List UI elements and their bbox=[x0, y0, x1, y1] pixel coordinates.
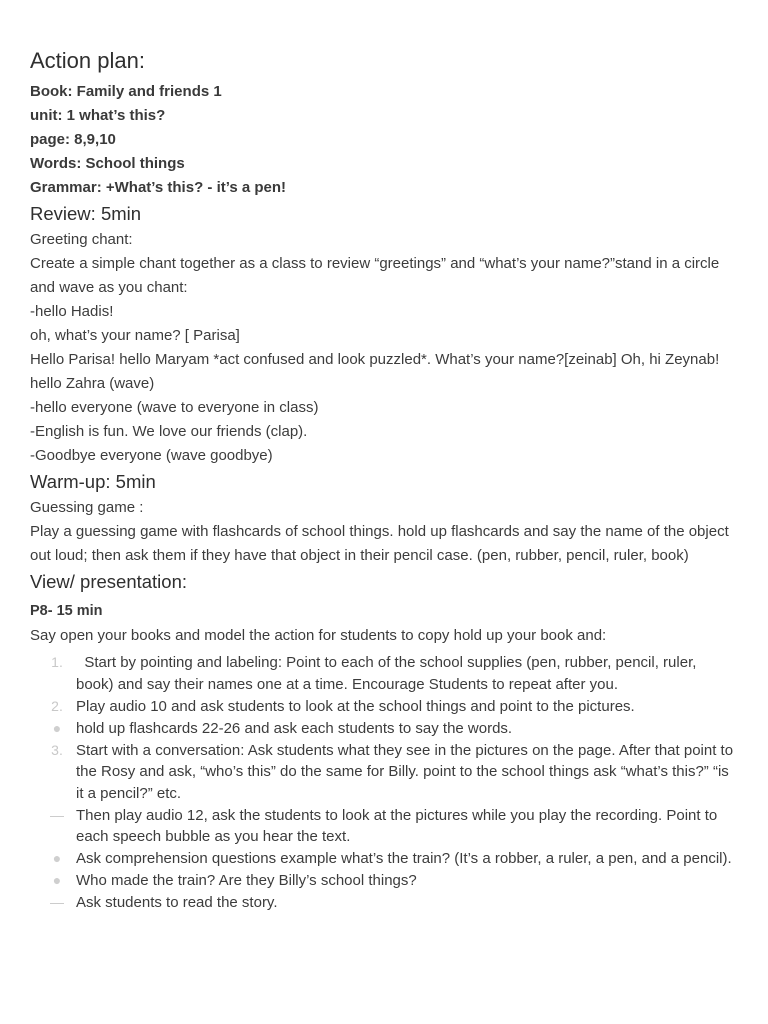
list-item bbox=[30, 652, 734, 695]
list-item-text: Ask students to read the story. bbox=[76, 894, 278, 911]
review-line: Create a simple chant together as a class to review “greetings” and “what’s your name?”stand in a circle and wave as you chant: bbox=[30, 255, 720, 296]
list-item-text: hold up flashcards 22-26 and ask each students to say the words. bbox=[76, 719, 513, 737]
presentation-list bbox=[30, 652, 734, 914]
list-number: 2. bbox=[51, 697, 63, 714]
list-number: 3. bbox=[51, 741, 63, 758]
list-item-text: Ask comprehension questions example what’s the train? (It’s a robber, a ruler, a pen, and a pencil). bbox=[76, 850, 732, 867]
list-item bbox=[30, 696, 734, 718]
review-line: -hello Hadis! bbox=[30, 303, 114, 320]
list-item bbox=[30, 805, 734, 848]
unit-line: unit: 1 what’s this? bbox=[30, 107, 166, 124]
review-line: Hello Parisa! hello Maryam *act confused and look puzzled*. What’s your name?[zeinab] Oh, hi Zeynab! hello Zahra (wave) bbox=[30, 351, 720, 392]
dash-icon: — bbox=[50, 806, 64, 823]
warmup-line: Guessing game : bbox=[30, 499, 144, 516]
dash-icon: — bbox=[50, 894, 64, 910]
bullet-icon: ● bbox=[52, 850, 62, 866]
review-line: -English is fun. We love our friends (clap). bbox=[30, 423, 308, 440]
page-line: page: 8,9,10 bbox=[30, 131, 116, 148]
list-item bbox=[30, 740, 734, 805]
warmup-line: Play a guessing game with flashcards of school things. hold up flashcards and say the name of the object out loud; then ask them if they have that object in their pencil case. (pen, rubber, pencil, ruler, book) bbox=[30, 523, 729, 564]
grammar-line: Grammar: +What’s this? - it’s a pen! bbox=[30, 179, 287, 196]
list-number: 1. bbox=[51, 654, 63, 670]
list-item-text: Start by pointing and labeling: Point to each of the school supplies (pen, rubber, pencil, ruler, book) and say their names one at a time. Encourage Students to repeat after you. bbox=[76, 654, 701, 693]
list-item-text: Then play audio 12, ask the students to look at the pictures while you play the recording. Point to each speech bubble as you hear the text. bbox=[76, 806, 718, 845]
list-item bbox=[30, 848, 734, 870]
page-title: Action plan: bbox=[30, 48, 145, 73]
list-item bbox=[30, 718, 734, 740]
presentation-subheading: P8- 15 min bbox=[30, 603, 103, 619]
warmup-heading: Warm-up: 5min bbox=[30, 471, 156, 492]
list-item-text: Play audio 10 and ask students to look at the school things and point to the pictures. bbox=[76, 697, 635, 715]
book-line: Book: Family and friends 1 bbox=[30, 83, 222, 100]
list-item bbox=[30, 870, 734, 892]
review-line: -hello everyone (wave to everyone in class) bbox=[30, 399, 319, 416]
review-heading: Review: 5min bbox=[30, 203, 142, 224]
review-line: oh, what’s your name? [ Parisa] bbox=[30, 327, 240, 344]
bullet-icon: ● bbox=[52, 872, 62, 888]
review-line: Greeting chant: bbox=[30, 231, 133, 248]
presentation-intro: Say open your books and model the action for students to copy hold up your book and: bbox=[30, 627, 607, 644]
words-line: Words: School things bbox=[30, 155, 185, 172]
list-item bbox=[30, 892, 734, 914]
review-line: -Goodbye everyone (wave goodbye) bbox=[30, 447, 273, 464]
list-item-text: Who made the train? Are they Billy’s school things? bbox=[76, 872, 417, 889]
bullet-icon: ● bbox=[52, 719, 62, 736]
presentation-heading: View/ presentation: bbox=[30, 571, 188, 592]
list-item-text: Start with a conversation: Ask students what they see in the pictures on the page. After that point to the Rosy and ask, “who’s this” do the same for Billy. point to the school things ask “what’s this?” “is it a pencil?” etc. bbox=[76, 741, 734, 802]
